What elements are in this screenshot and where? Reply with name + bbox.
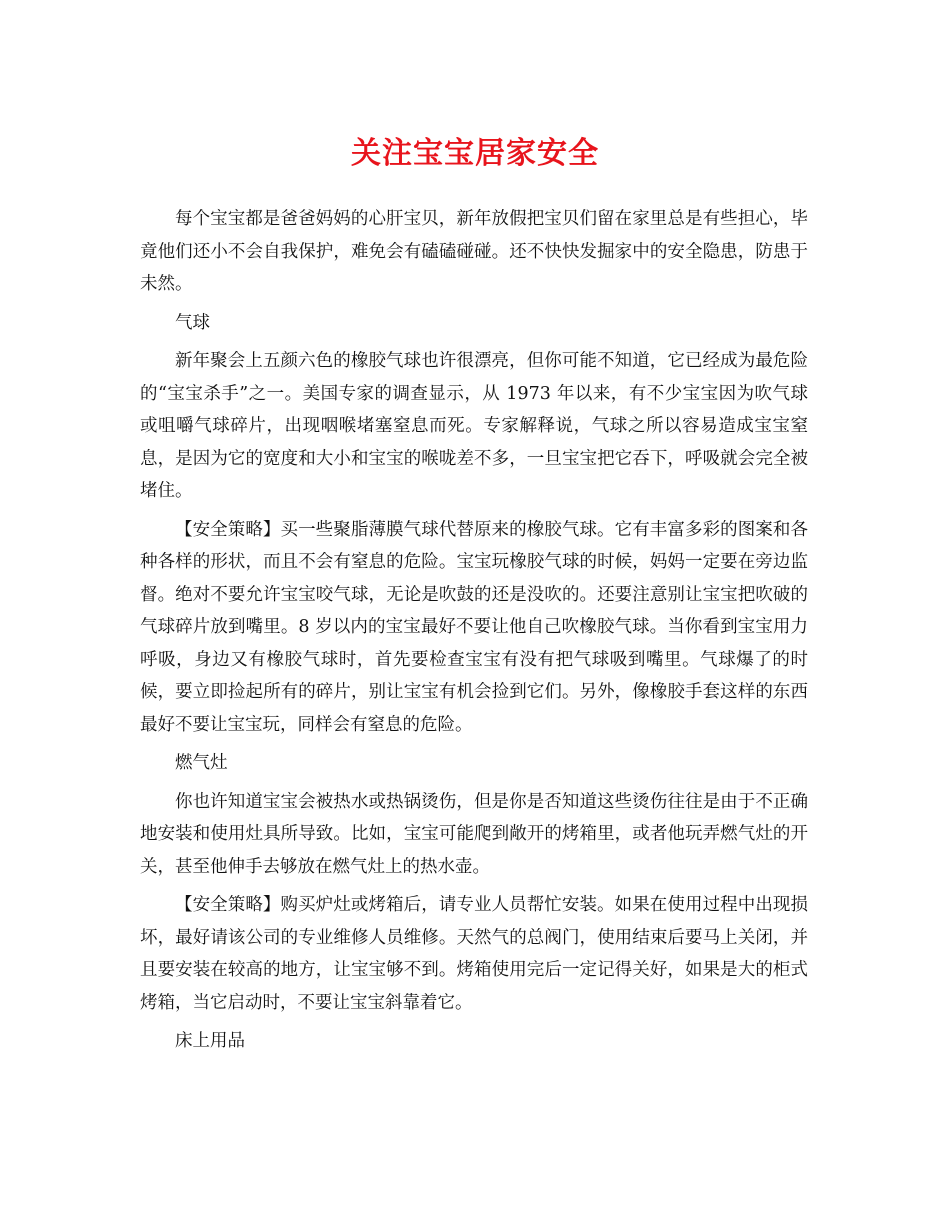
section-heading-bedding: 床上用品 bbox=[175, 1031, 245, 1051]
paragraph-balloon-strategy: 【安全策略】买一些聚脂薄膜气球代替原来的橡胶气球。它有丰富多彩的图案和各种各样的形状，而且不会有窒息的危险。宝宝玩橡胶气球的时候，妈妈一定要在旁边监督。绝对不要允许宝宝咬气球，无论是吹鼓的还是没吹的。还要注意别让宝宝把吹破的气球碎片放到嘴里。8 岁以内的宝宝最好不要让他自己吹橡胶气球。当你看到宝宝用力呼吸，身边又有橡胶气球时，首先要检查宝宝有没有把气球吸到嘴里。气球爆了的时候，要立即捡起所有的碎片，别让宝宝有机会捡到它们。另外，像橡胶手套这样的东西最好不要让宝宝玩，同样会有窒息的危险。 bbox=[140, 519, 808, 735]
paragraph-balloon-danger: 新年聚会上五颜六色的橡胶气球也许很漂亮，但你可能不知道，它已经成为最危险的“宝宝杀手”之一。美国专家的调查显示，从 1973 年以来，有不少宝宝因为吹气球或咀嚼气球碎片，出现咽喉堵塞窒息而死。专家解释说，气球之所以容易造成宝宝窒息，是因为它的宽度和大小和宝宝的喉咙差不多，一旦宝宝把它吞下，呼吸就会完全被堵住。 bbox=[140, 351, 808, 501]
document-title: 关注宝宝居家安全 bbox=[351, 136, 599, 171]
paragraph-gas-stove-danger: 你也许知道宝宝会被热水或热锅烫伤，但是你是否知道这些烫伤往往是由于不正确地安装和使用灶具所导致。比如，宝宝可能爬到敞开的烤箱里，或者他玩弄燃气灶的开关，甚至他伸手去够放在燃气灶上的热水壶。 bbox=[140, 791, 808, 877]
section-heading-balloon: 气球 bbox=[175, 312, 210, 333]
paragraph-gas-stove-strategy: 【安全策略】购买炉灶或烤箱后，请专业人员帮忙安装。如果在使用过程中出现损坏，最好请该公司的专业维修人员维修。天然气的总阀门，使用结束后要马上关闭，并且要安装在较高的地方，让宝宝够不到。烤箱使用完后一定记得关好，如果是大的柜式烤箱，当它启动时，不要让宝宝斜靠着它。 bbox=[140, 895, 808, 1013]
paragraph-intro: 每个宝宝都是爸爸妈妈的心肝宝贝，新年放假把宝贝们留在家里总是有些担心，毕竟他们还小不会自我保护，难免会有磕磕碰碰。还不快快发掘家中的安全隐患，防患于未然。 bbox=[140, 209, 808, 294]
section-heading-gas-stove: 燃气灶 bbox=[175, 753, 228, 773]
document-body bbox=[140, 203, 808, 1064]
